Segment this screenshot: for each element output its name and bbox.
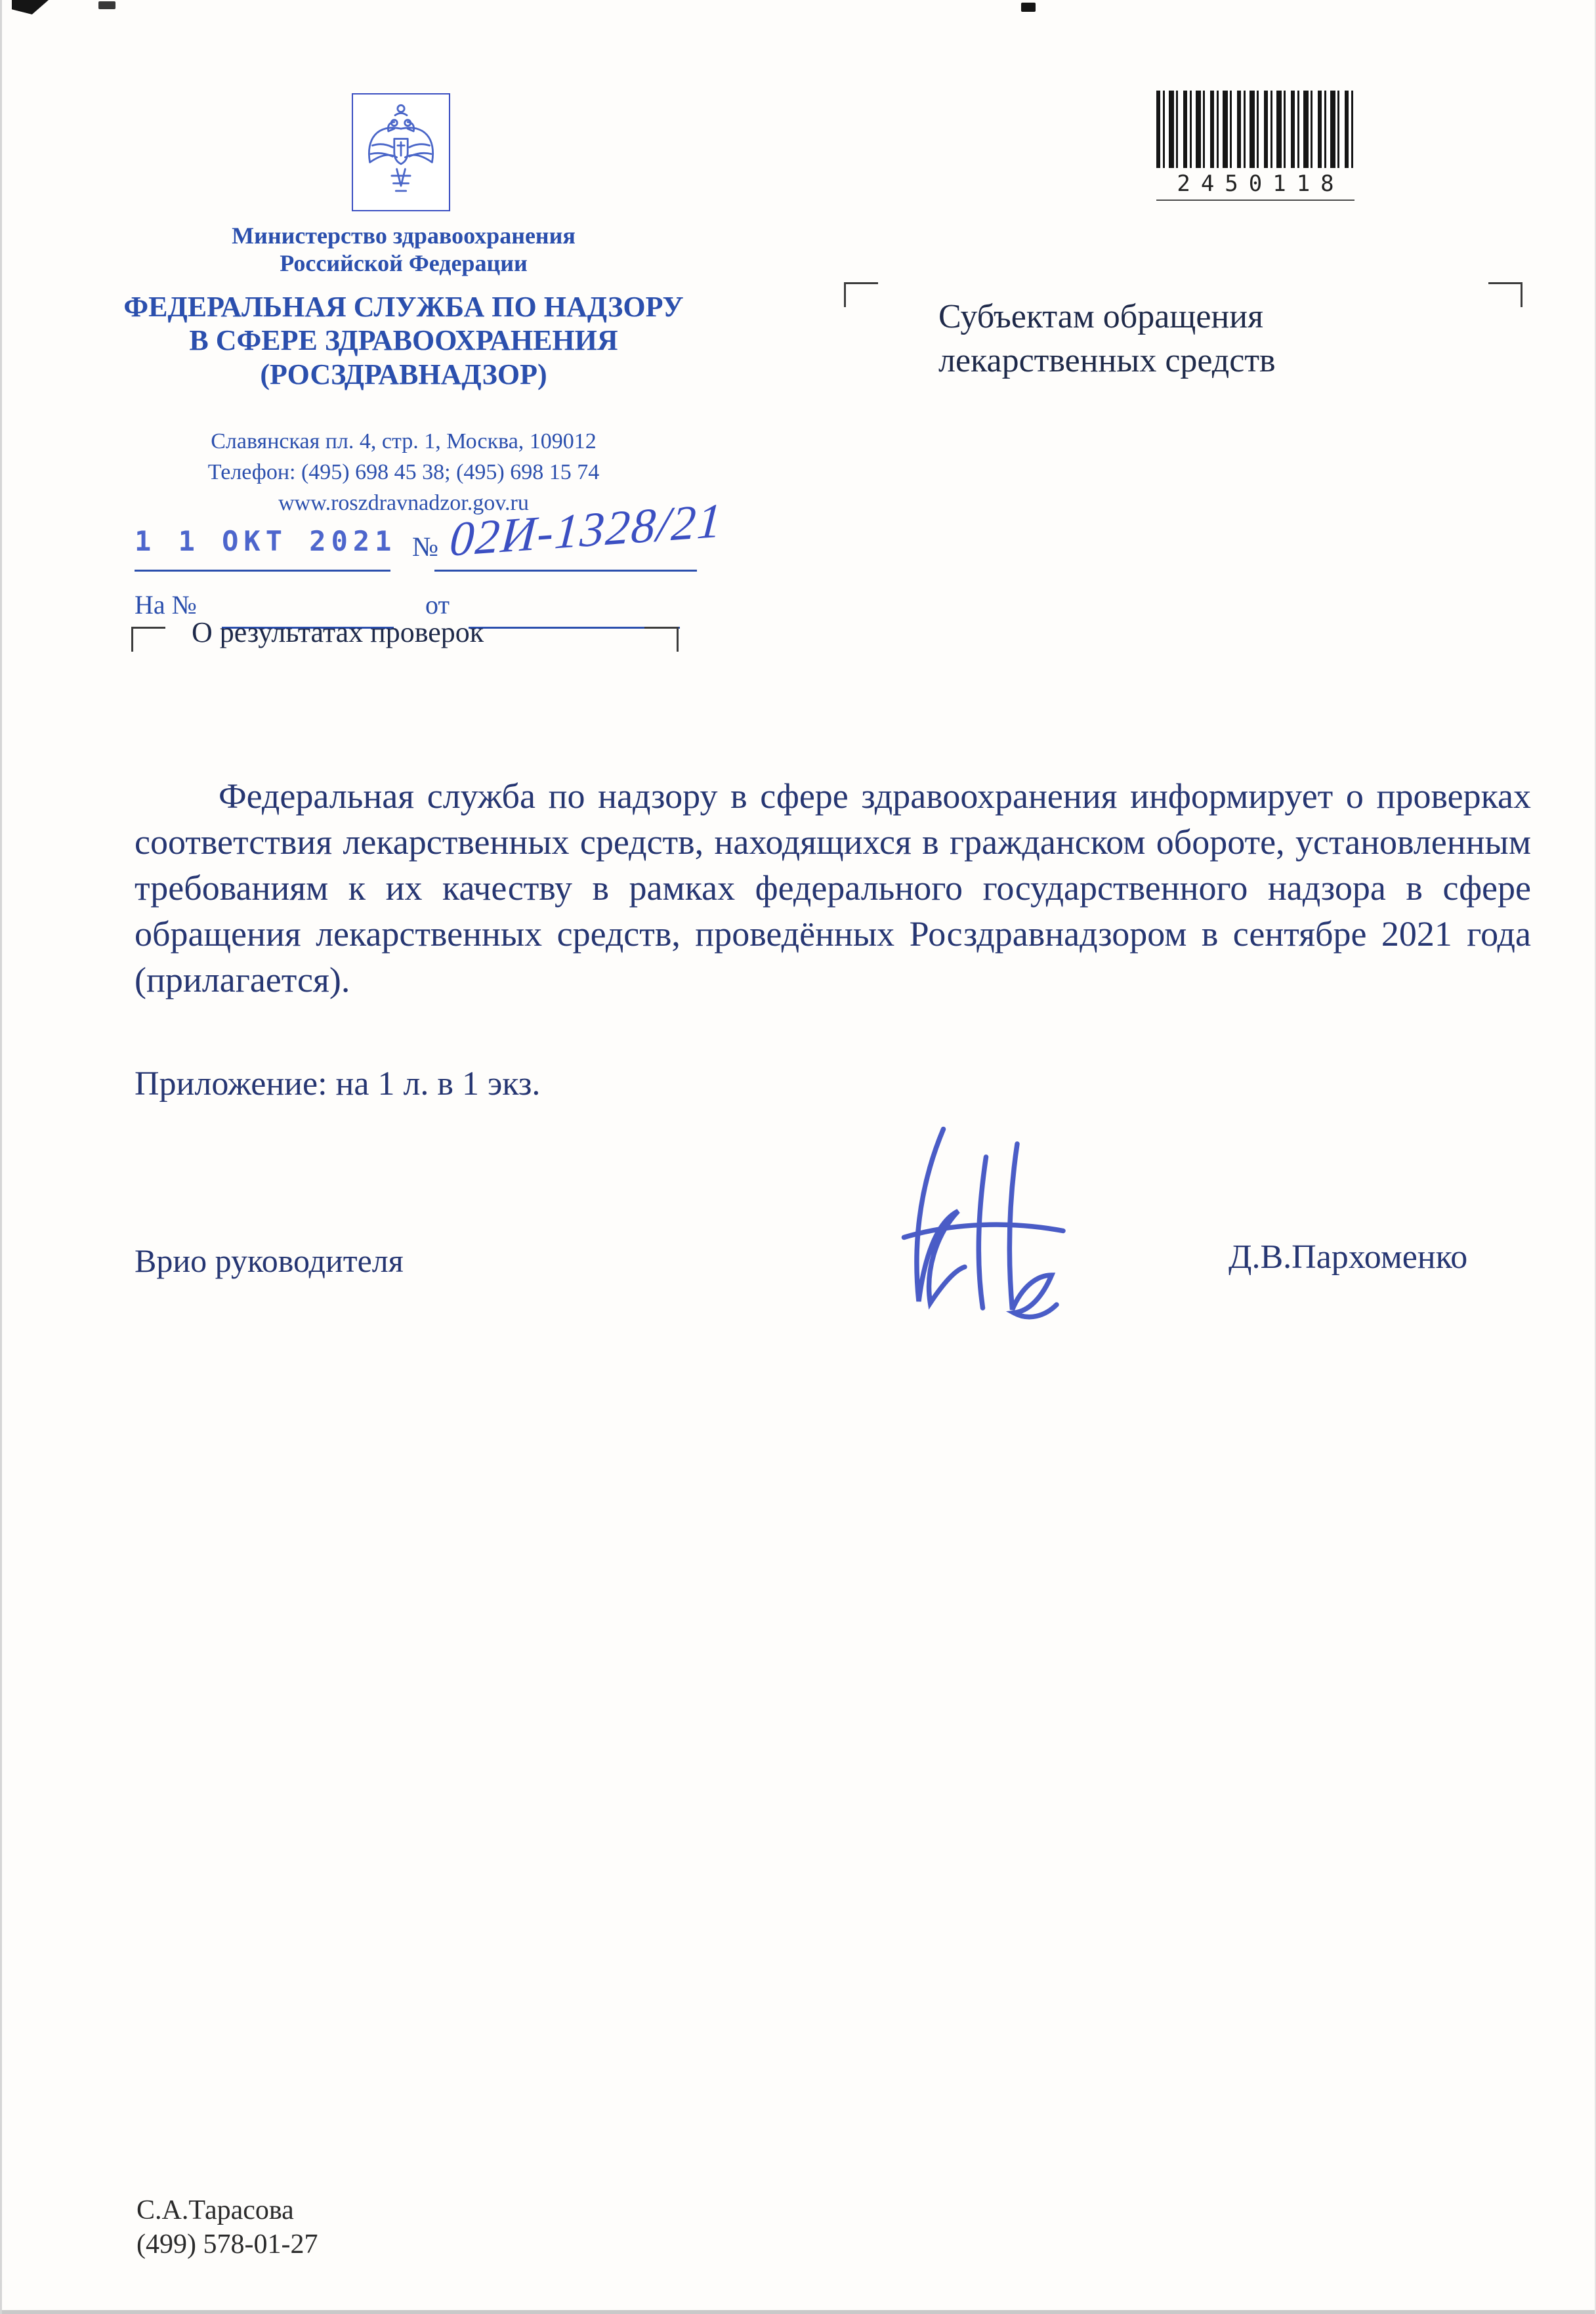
ministry-name xyxy=(92,222,715,278)
double-headed-eagle-icon xyxy=(359,100,443,205)
service-name xyxy=(92,290,715,391)
recipient-line1: Субъектам обращения xyxy=(938,298,1263,335)
scan-artifact xyxy=(1021,3,1036,12)
service-line3: (РОСЗДРАВНАДЗОР) xyxy=(260,358,547,390)
scan-artifact xyxy=(98,1,116,9)
scan-artifact xyxy=(12,0,49,14)
service-line1: ФЕДЕРАЛЬНАЯ СЛУЖБА ПО НАДЗОРУ xyxy=(123,291,684,323)
ministry-line2: Российской Федерации xyxy=(280,250,528,277)
recipient-block xyxy=(938,295,1276,383)
reply-from-label: от xyxy=(425,590,450,620)
barcode-number: 2450118 xyxy=(1156,171,1354,201)
ministry-line1: Министерство здравоохранения xyxy=(232,222,576,249)
date-underline xyxy=(135,570,390,572)
attachment-line: Приложение: на 1 л. в 1 экз. xyxy=(135,1065,541,1103)
barcode xyxy=(1156,91,1354,201)
reply-number-label: На № xyxy=(135,590,197,620)
outgoing-number-handwritten: 02И-1328/21 xyxy=(448,494,725,567)
recipient-line2: лекарственных средств xyxy=(938,341,1276,379)
signer-position: Врио руководителя xyxy=(135,1242,404,1279)
letterhead-phone: Телефон: (495) 698 45 38; (495) 698 15 74 xyxy=(207,459,600,484)
date-stamp: 1 1 ОКТ 2021 xyxy=(135,525,397,557)
letterhead-website: www.roszdravnadzor.gov.ru xyxy=(278,490,529,515)
subject-corner-mark-right xyxy=(644,627,679,652)
subject-line: О результатах проверок xyxy=(192,616,484,648)
number-underline xyxy=(434,570,697,572)
signature-autograph xyxy=(860,1114,1096,1344)
recipient-corner-mark-right xyxy=(1488,282,1522,307)
number-sign: № xyxy=(412,532,439,562)
body-paragraph: Федеральная служба по надзору в сфере здравоохранения информирует о проверках соответствия лекарственных средств, находящихся в гражданском обороте, установленным требованиям к их качеству в рамках федерального государственного надзора в сфере обращения лекарственных средств, проведённых Росздравнадзором в сентябре 2021 года (прилагается). xyxy=(135,776,1531,999)
service-line2: В СФЕРЕ ЗДРАВООХРАНЕНИЯ xyxy=(189,324,618,357)
barcode-bars xyxy=(1156,91,1354,168)
executor-phone: (499) 578-01-27 xyxy=(136,2229,318,2260)
letterhead-address: Славянская пл. 4, стр. 1, Москва, 109012 xyxy=(211,429,597,453)
coat-of-arms xyxy=(352,93,450,211)
signer-name: Д.В.Пархоменко xyxy=(1228,1238,1468,1276)
recipient-corner-mark-left xyxy=(844,282,878,307)
subject-corner-mark-left xyxy=(131,627,165,652)
executor-name: С.А.Тарасова xyxy=(136,2195,294,2225)
